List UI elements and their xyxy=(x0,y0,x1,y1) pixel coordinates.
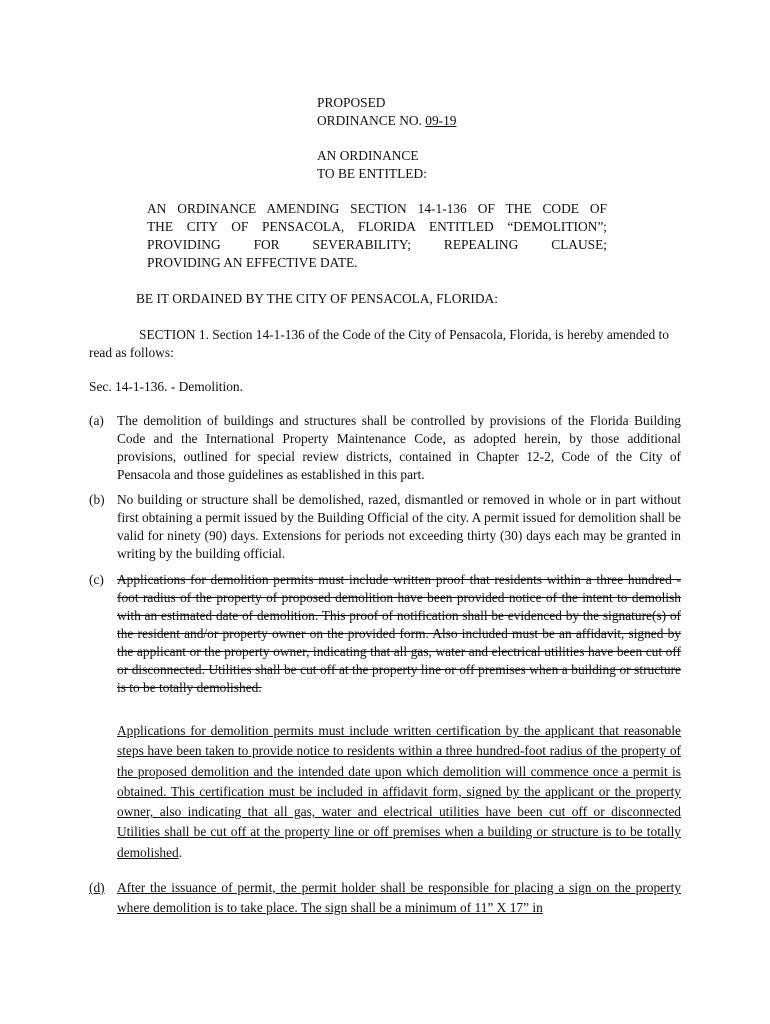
paragraph-c-new-text xyxy=(117,721,681,863)
paragraph-c-period: . xyxy=(178,844,183,860)
to-be-entitled-label: TO BE ENTITLED: xyxy=(317,166,427,181)
title-line: AN ORDINANCE AMENDING SECTION 14-1-136 OF THE CODE OF xyxy=(147,201,607,216)
paragraph-a-text: The demolition of buildings and structures shall be controlled by provisions of the Florida Building Code and the International Property Maintenance Code, as adopted herein, by those additional provisions, outlined for special review districts, contained in Chapter 12-2, Code of the City of Pensacola and those guidelines as established in this part. xyxy=(117,413,681,482)
ordinance-title xyxy=(147,200,607,272)
section-heading: Sec. 14-1-136. - Demolition. xyxy=(89,379,243,394)
paragraph-d-text: After the issuance of permit, the permit holder shall be responsible for placing a sign on the property where demolition is to take place. The sign shall be a minimum of 11” X 17” in xyxy=(117,880,681,915)
title-line: PROVIDING FOR SEVERABILITY; REPEALING CLAUSE; xyxy=(147,237,607,252)
paragraph-label: (d) xyxy=(89,880,105,895)
paragraph-c-struck-text: Applications for demolition permits must include written proof that residents within a three hundred - foot radius of the property of proposed demolition have been provided notice of the intent to demolish with an estimated date of demolition. This proof of notification shall be evidenced by the signature(s) of the resident and/or property owner on the provided form. Also included must be an affidavit, signed by the applicant or the property owner, indicating that all gas, water and electrical utilities have been cut off or disconnected. Utilities shall be cut off at the property line or off premises when a building or structure is to be totally demolished. xyxy=(117,572,681,695)
ordained-clause: BE IT ORDAINED BY THE CITY OF PENSACOLA, FLORIDA: xyxy=(136,291,498,306)
paragraph-label: (b) xyxy=(89,492,105,507)
paragraph-c xyxy=(89,571,681,697)
an-ordinance-label: AN ORDINANCE xyxy=(317,148,419,163)
paragraph-label: (a) xyxy=(89,413,104,428)
paragraph-a xyxy=(89,412,681,484)
paragraph-c-inserted: Applications for demolition permits must include written certification by the applicant that reasonable steps have been taken to provide notice to residents within a three hundred-foot radius of the property of the proposed demolition and the intended date upon which demolition will commence once a permit is obtained. This certification must be included in affidavit form, signed by the applicant or the property owner, also indicating that all gas, water and electrical utilities have been cut off or disconnected Utilities shall be cut off at the property line or off premises when a building or structure is to be totally demolished xyxy=(117,723,681,860)
section-1-text xyxy=(89,326,679,362)
ordinance-label: ORDINANCE NO. xyxy=(317,113,422,128)
paragraph-b xyxy=(89,491,681,563)
paragraph-b-text: No building or structure shall be demolished, razed, dismantled or removed in whole or in part without first obtaining a permit issued by the Building Official of the city. A permit issued for demolition shall be valid for ninety (90) days. Extensions for periods not exceeding thirty (30) days each may be granted in writing by the building official. xyxy=(117,492,681,561)
ordinance-number-line xyxy=(317,112,617,130)
title-line: THE CITY OF PENSACOLA, FLORIDA ENTITLED “DEMOLITION”; xyxy=(147,219,607,234)
title-line: PROVIDING AN EFFECTIVE DATE. xyxy=(147,255,358,270)
paragraph-label: (c) xyxy=(89,572,104,587)
paragraph-d xyxy=(89,878,681,918)
proposed-label: PROPOSED xyxy=(317,95,386,110)
section-1-body: SECTION 1. Section 14-1-136 of the Code of the City of Pensacola, Florida, is hereby amended to read as follows: xyxy=(89,327,669,360)
ordinance-number: 09-19 xyxy=(425,113,457,128)
